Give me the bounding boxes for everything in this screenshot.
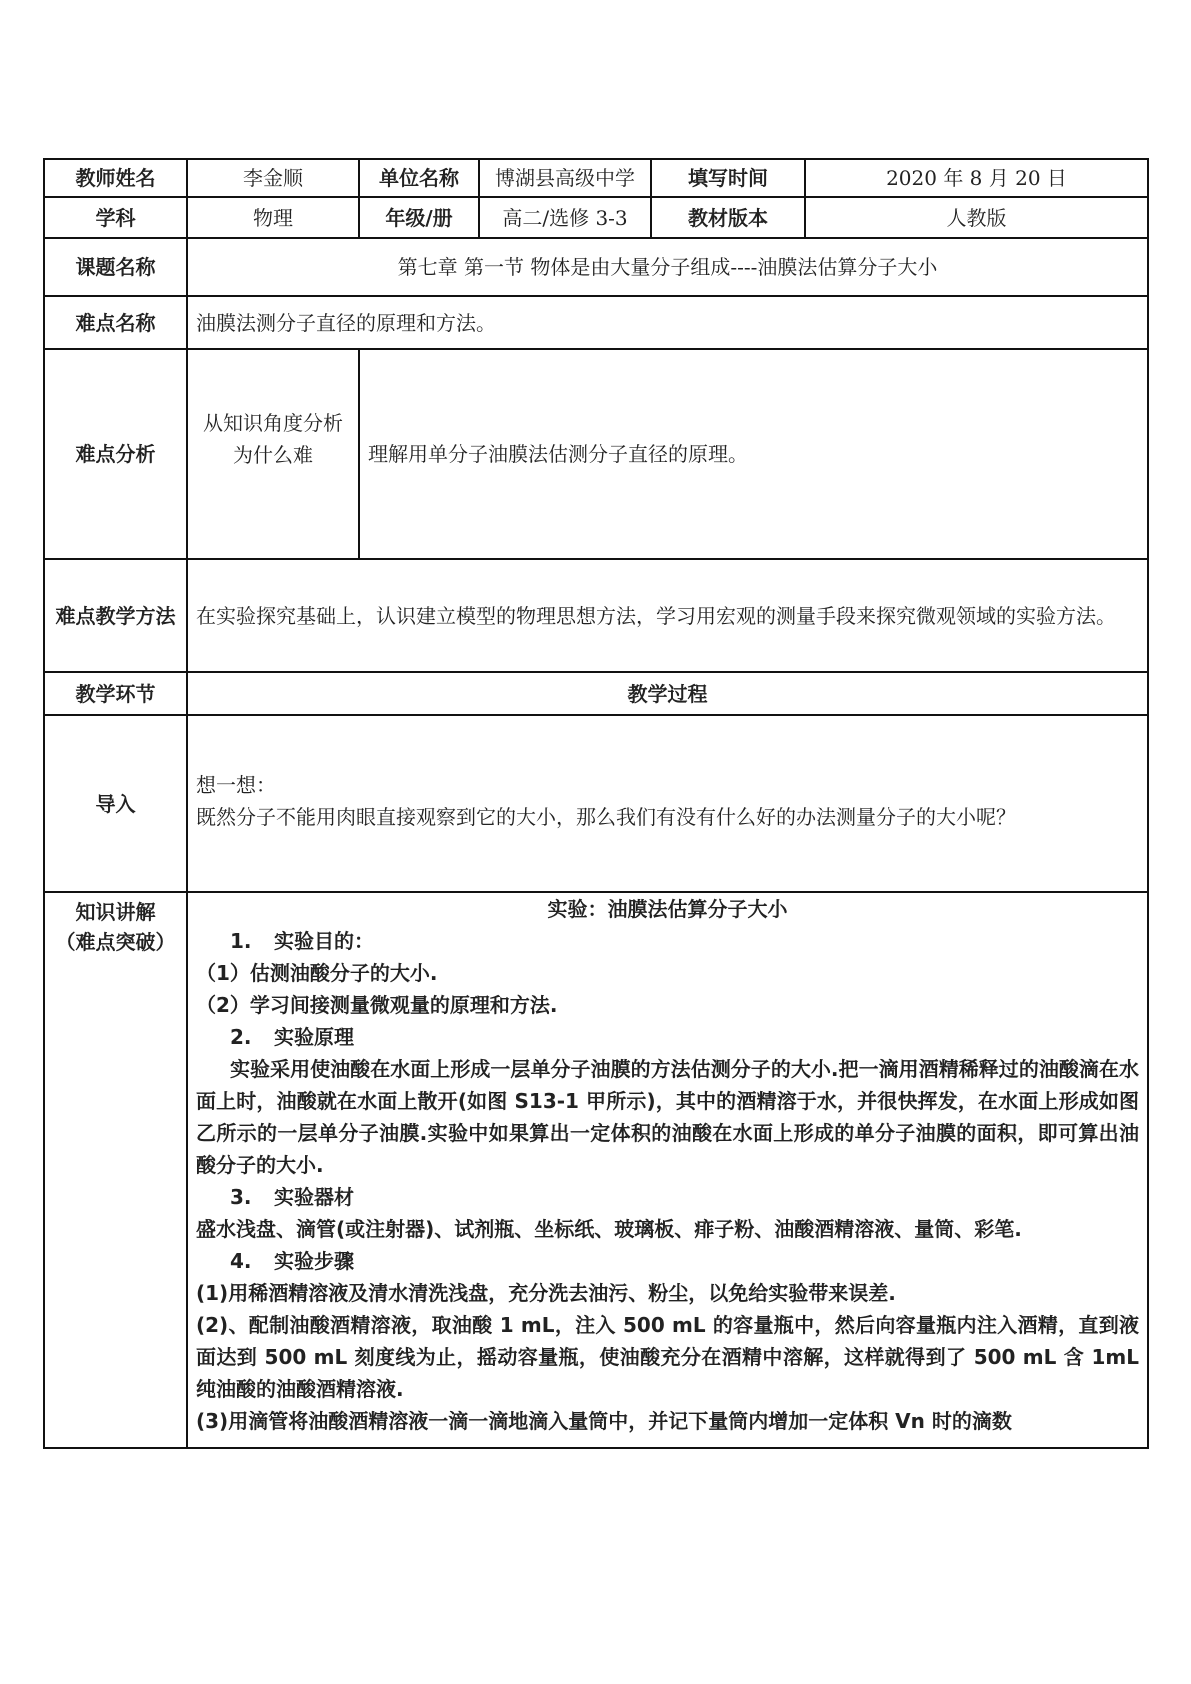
section-4-title: 实验步骤 <box>274 1249 354 1273</box>
intro-line1: 想一想： <box>196 772 276 797</box>
section-2-title: 实验原理 <box>274 1025 354 1049</box>
section-1-item-2: （2）学习间接测量微观量的原理和方法. <box>196 993 558 1017</box>
section-2-heading <box>196 1021 1139 1053</box>
header-row-2 <box>44 197 1148 238</box>
section-2-text: 实验采用使油酸在水面上形成一层单分子油膜的方法估测分子的大小.把一滴用酒精稀释过的油酸滴在水面上时，油酸就在水面上散开(如图 S13-1 甲所示)，其中的酒精溶于水，并很快挥发，在水面上形成如图乙所示的一层单分子油膜.实验中如果算出一定体积的油酸在水面上形成的单分子油膜的面积，即可算出油酸分子的大小. <box>196 1057 1139 1177</box>
topic-label: 课题名称 <box>44 238 187 296</box>
analysis-sub-label-line1: 从知识角度分析 <box>203 411 343 435</box>
fill-date: 2020 年 8 月 20 日 <box>805 159 1148 197</box>
stage-label: 教学环节 <box>44 672 187 715</box>
intro-row <box>44 715 1148 892</box>
section-4-step-1: (1)用稀酒精溶液及清水清洗浅盘，充分洗去油污、粉尘，以免给实验带来误差. <box>196 1281 896 1305</box>
section-3-heading <box>196 1181 1139 1213</box>
intro-line2: 既然分子不能用肉眼直接观察到它的大小，那么我们有没有什么好的办法测量分子的大小呢？ <box>196 804 1016 829</box>
process-header-row <box>44 672 1148 715</box>
section-2-number: 2. <box>230 1025 252 1049</box>
date-label: 填写时间 <box>651 159 805 197</box>
knowledge-label <box>44 892 187 1448</box>
section-4-step-3: (3)用滴管将油酸酒精溶液一滴一滴地滴入量筒中，并记下量筒内增加一定体积 Vn 时的滴数 <box>196 1409 1012 1433</box>
topic-row <box>44 238 1148 296</box>
intro-content <box>187 715 1148 892</box>
edition-label: 教材版本 <box>651 197 805 238</box>
unit-name: 博湖县高级中学 <box>479 159 651 197</box>
lesson-plan-table <box>43 158 1149 1449</box>
section-1-number: 1. <box>230 929 252 953</box>
section-1-heading <box>196 925 1139 957</box>
section-3-number: 3. <box>230 1185 252 1209</box>
subject-value: 物理 <box>187 197 359 238</box>
method-row <box>44 559 1148 672</box>
section-3-title: 实验器材 <box>274 1185 354 1209</box>
analysis-value <box>359 349 1148 559</box>
teacher-label: 教师姓名 <box>44 159 187 197</box>
grade-value: 高二/选修 3-3 <box>479 197 651 238</box>
section-3-text: 盛水浅盘、滴管(或注射器)、试剂瓶、坐标纸、玻璃板、痱子粉、油酸酒精溶液、量筒、彩笔. <box>196 1217 1022 1241</box>
analysis-sub-label-line2: 为什么难 <box>233 443 313 467</box>
experiment-title: 实验：油膜法估算分子大小 <box>547 897 788 921</box>
method-value: 在实验探究基础上，认识建立模型的物理思想方法，学习用宏观的测量手段来探究微观领域的实验方法。 <box>187 559 1148 672</box>
knowledge-label-line2: （难点突破） <box>55 930 176 954</box>
edition-value: 人教版 <box>805 197 1148 238</box>
section-1-item-1: （1）估测油酸分子的大小. <box>196 961 438 985</box>
intro-label: 导入 <box>44 715 187 892</box>
knowledge-content <box>187 892 1148 1448</box>
difficulty-label: 难点名称 <box>44 296 187 349</box>
analysis-label: 难点分析 <box>44 349 187 559</box>
method-label: 难点教学方法 <box>44 559 187 672</box>
analysis-value-text: 理解用单分子油膜法估测分子直径的原理。 <box>368 442 748 466</box>
section-1-title: 实验目的： <box>274 929 374 953</box>
difficulty-row <box>44 296 1148 349</box>
section-4-heading <box>196 1245 1139 1277</box>
teacher-name: 李金顺 <box>187 159 359 197</box>
unit-label: 单位名称 <box>359 159 479 197</box>
section-4-number: 4. <box>230 1249 252 1273</box>
section-4-step-2: (2)、配制油酸酒精溶液，取油酸 1 mL，注入 500 mL 的容量瓶中，然后向容量瓶内注入酒精，直到液面达到 500 mL 刻度线为止，摇动容量瓶，使油酸充分在酒精中溶解，这样就得到了 500 mL 含 1mL 纯油酸的油酸酒精溶液. <box>196 1313 1139 1401</box>
knowledge-row <box>44 892 1148 1448</box>
analysis-row <box>44 349 1148 559</box>
topic-value: 第七章 第一节 物体是由大量分子组成----油膜法估算分子大小 <box>187 238 1148 296</box>
knowledge-label-line1: 知识讲解 <box>75 900 156 924</box>
header-row-1 <box>44 159 1148 197</box>
analysis-sub-label <box>187 349 359 559</box>
subject-label: 学科 <box>44 197 187 238</box>
difficulty-value: 油膜法测分子直径的原理和方法。 <box>187 296 1148 349</box>
grade-label: 年级/册 <box>359 197 479 238</box>
process-label: 教学过程 <box>187 672 1148 715</box>
